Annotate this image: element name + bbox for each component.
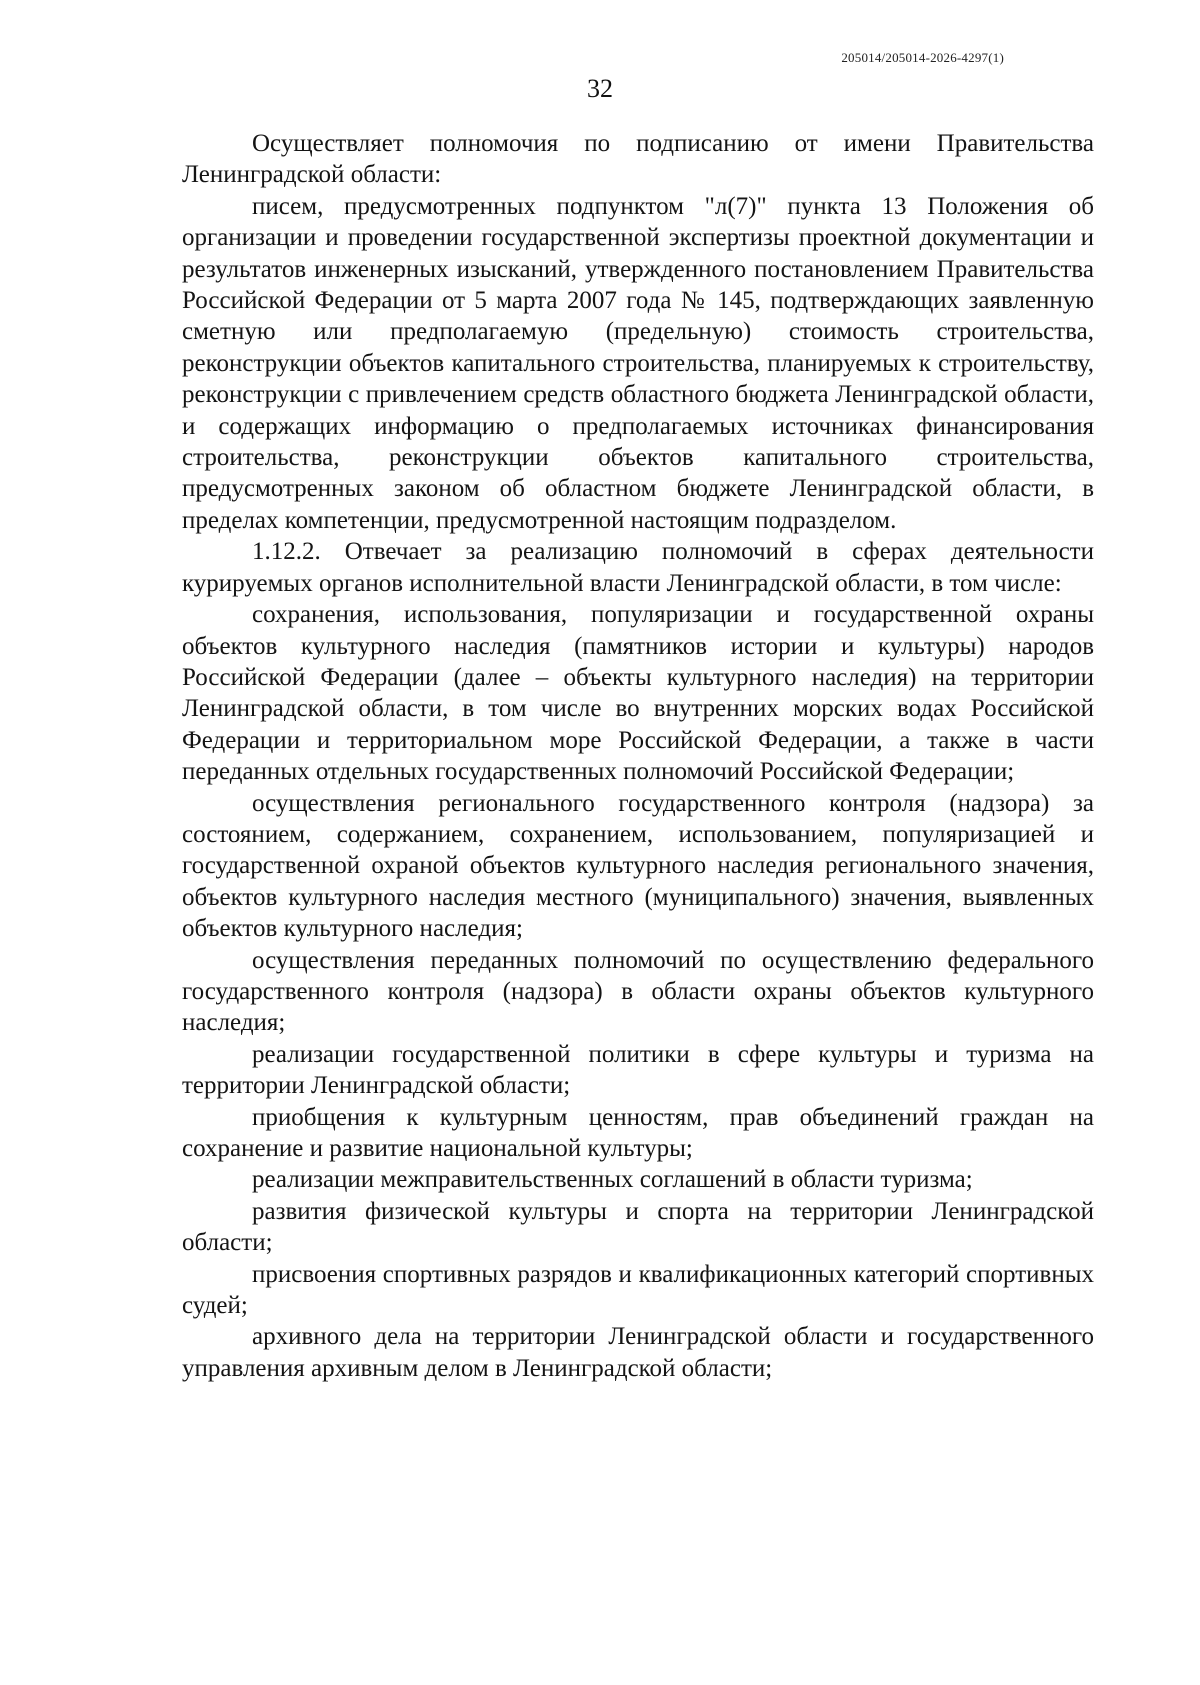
paragraph-letters: писем, предусмотренных подпунктом "л(7)" пункта 13 Положения об организации и проведении государственной экспертизы проектной документации и результатов инженерных изысканий, утвержденного постановлением Правительства Российской Федерации от 5 марта 2007 года № 145, подтверждающих заявленную сметную или предполагаемую (предельную) стоимость строительства, реконструкции объектов капитального строительства, планируемых к строительству, реконструкции с привлечением средств областного бюджета Ленинградской области, и содержащих информацию о предполагаемых источниках финансирования строительства, реконструкции объектов капитального строительства, предусмотренных законом об областном бюджете Ленинградской области, в пределах компетенции, предусмотренной настоящим подразделом. xyxy=(182,192,1094,534)
paragraph-sport-ranks: присвоения спортивных разрядов и квалификационных категорий спортивных судей; xyxy=(182,1260,1094,1320)
paragraph-cultural-values: приобщения к культурным ценностям, прав объединений граждан на сохранение и развитие национальной культуры; xyxy=(182,1103,1094,1162)
paragraph-sport-development: развития физической культуры и спорта на территории Ленинградской области; xyxy=(182,1197,1094,1257)
page-number: 32 xyxy=(587,74,613,103)
paragraph-archives: архивного дела на территории Ленинградской области и государственного управления архивным делом в Ленинградской области; xyxy=(182,1323,1094,1382)
document-id: 205014/205014-2026-4297(1) xyxy=(841,50,1004,65)
paragraph-signing-powers: Осуществляет полномочия по подписанию от имени Правительства Ленинградской области: xyxy=(182,130,1094,189)
paragraph-cultural-heritage: сохранения, использования, популяризации и государственной охраны объектов культурного наследия (памятников истории и культуры) народов Российской Федерации (далее – объекты культурного наследия) на территории Ленинградской области, в том числе во внутренних морских водах Российской Федерации и территориальном море Российской Федерации, а также в части переданных отдельных государственных полномочий Российской Федерации; xyxy=(182,601,1094,786)
paragraph-regional-control: осуществления регионального государственного контроля (надзора) за состоянием, содержанием, сохранением, использованием, популяризацией и государственной охраной объектов культурного наследия регионального значения, объектов культурного наследия местного (муниципального) значения, выявленных объектов культурного наследия; xyxy=(182,789,1094,943)
paragraph-section-1-12-2: 1.12.2. Отвечает за реализацию полномочий в сферах деятельности курируемых органов исполнительной власти Ленинградской области, в том числе: xyxy=(182,538,1094,597)
paragraph-federal-control: осуществления переданных полномочий по осуществлению федерального государственного контроля (надзора) в области охраны объектов культурного наследия; xyxy=(182,946,1094,1037)
document-body xyxy=(182,128,1094,1384)
paragraph-tourism-agreements: реализации межправительственных соглашений в области туризма; xyxy=(252,1166,973,1194)
paragraph-culture-tourism-policy: реализации государственной политики в сфере культуры и туризма на территории Ленинградской области; xyxy=(182,1040,1094,1100)
